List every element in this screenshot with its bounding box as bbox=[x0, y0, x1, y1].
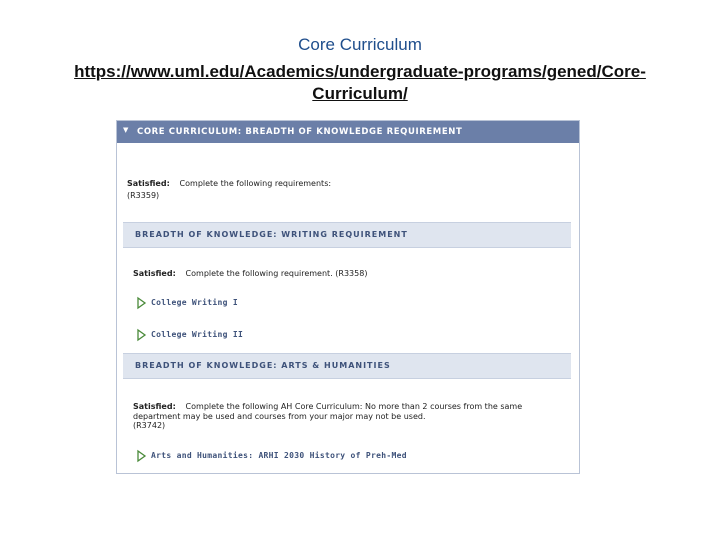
writing-requirement-status bbox=[133, 269, 367, 279]
expand-arrow-icon[interactable] bbox=[137, 296, 147, 310]
source-url-line2[interactable]: Curriculum/ bbox=[312, 84, 408, 103]
requirement-text: Complete the following requirement. (R3358) bbox=[185, 269, 368, 278]
course-title[interactable]: College Writing II bbox=[151, 330, 244, 339]
top-requirement bbox=[127, 179, 331, 189]
requirement-code: (R3359) bbox=[127, 191, 160, 200]
section-writing-requirement bbox=[123, 222, 571, 248]
section-title: BREADTH OF KNOWLEDGE: WRITING REQUIREMENT bbox=[135, 230, 408, 239]
slide-title: Core Curriculum bbox=[298, 35, 422, 54]
source-url[interactable] bbox=[40, 61, 680, 105]
core-curriculum-panel bbox=[116, 120, 580, 474]
expand-arrow-icon[interactable] bbox=[137, 449, 147, 463]
section-arts-humanities bbox=[123, 353, 571, 379]
requirement-code: (R3742) bbox=[133, 421, 166, 430]
expand-arrow-icon[interactable] bbox=[137, 328, 147, 342]
arts-humanities-status bbox=[133, 402, 522, 412]
course-title[interactable]: College Writing I bbox=[151, 298, 238, 307]
panel-header-title: CORE CURRICULUM: BREADTH OF KNOWLEDGE REQUIREMENT bbox=[137, 127, 463, 137]
status-label: Satisfied: bbox=[133, 402, 176, 411]
requirement-text: Complete the following AH Core Curriculum: No more than 2 courses from the same bbox=[185, 402, 523, 411]
requirement-text-continued: department may be used and courses from your major may not be used. bbox=[133, 412, 426, 421]
section-title: BREADTH OF KNOWLEDGE: ARTS & HUMANITIES bbox=[135, 361, 391, 370]
collapse-triangle-icon[interactable]: ▼ bbox=[123, 126, 129, 134]
status-label: Satisfied: bbox=[133, 269, 176, 278]
panel-header[interactable] bbox=[117, 121, 579, 143]
status-label: Satisfied: bbox=[127, 179, 170, 188]
course-title[interactable]: Arts and Humanities: ARHI 2030 History of Preh-Med bbox=[151, 451, 407, 460]
source-url-line1[interactable]: https://www.uml.edu/Academics/undergraduate-programs/gened/Core- bbox=[74, 62, 646, 81]
requirement-text: Complete the following requirements: bbox=[179, 179, 332, 188]
